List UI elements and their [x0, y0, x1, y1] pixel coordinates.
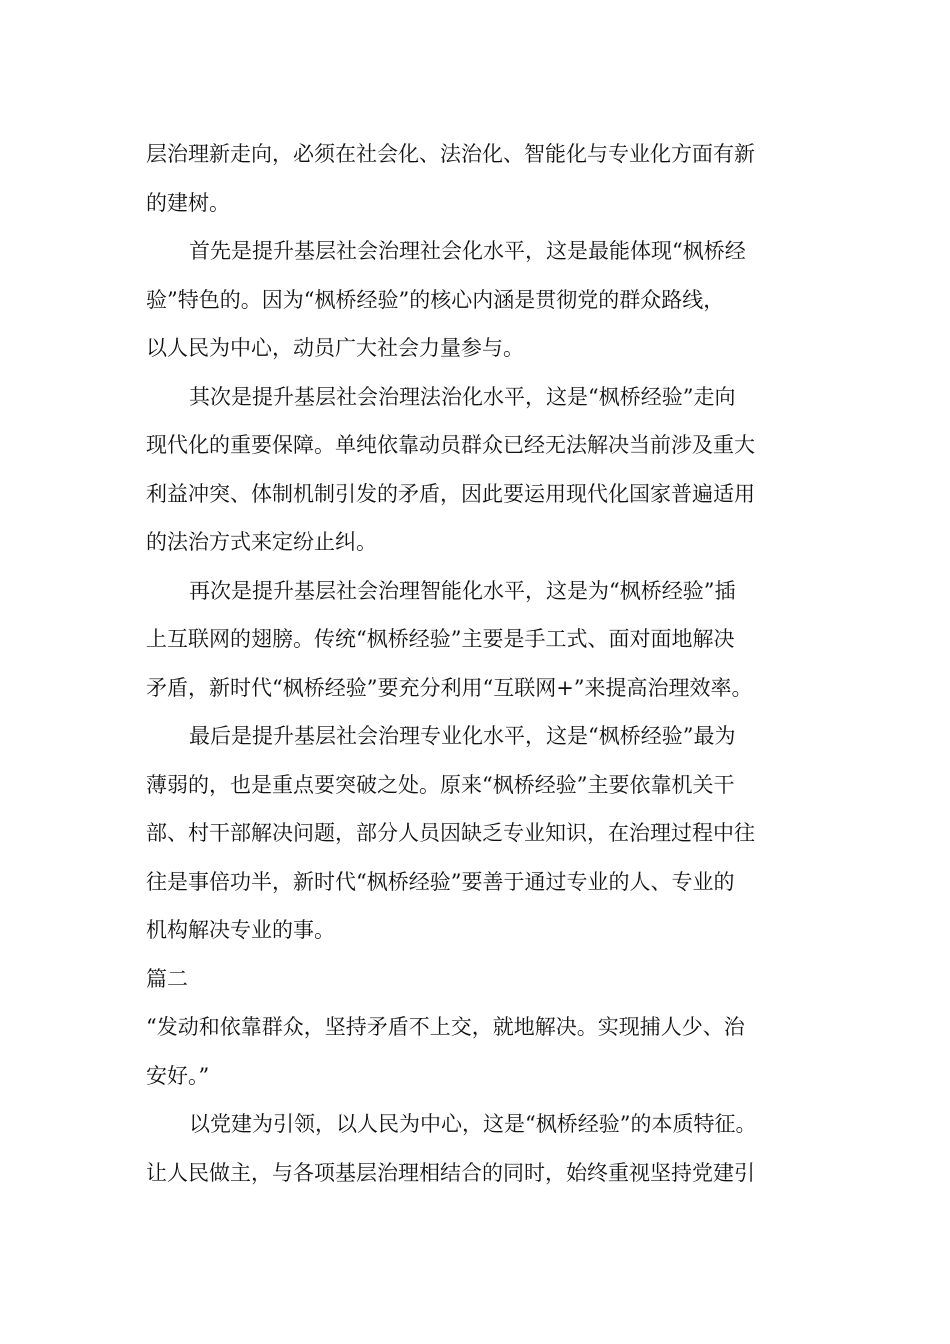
text-line: 矛盾，新时代“枫桥经验”要充分利用“互联网+”来提高治理效率。 — [146, 675, 753, 700]
quote-line: 安好。” — [146, 1063, 210, 1088]
text-line: 验”特色的。因为“枫桥经验”的核心内涵是贯彻党的群众路线， — [146, 287, 725, 312]
text-line: 层治理新走向，必须在社会化、法治化、智能化与专业化方面有新 — [146, 142, 755, 166]
text-line: 利益冲突、体制机制引发的矛盾，因此要运用现代化国家普遍适用 — [146, 481, 755, 506]
text-line: 部、村干部解决问题，部分人员因缺乏专业知识，在治理过程中往 — [146, 821, 755, 845]
document-body — [146, 130, 866, 1197]
quote-line: “发动和依靠群众，坚持矛盾不上交，就地解决。实现捕人少、治 — [146, 1015, 745, 1039]
text-line: 往是事倍功半，新时代“枫桥经验”要善于通过专业的人、专业的 — [146, 869, 735, 894]
text-line: 的建树。 — [146, 190, 230, 215]
text-line: 让人民做主，与各项基层治理相结合的同时，始终重视坚持党建引 — [146, 1160, 755, 1185]
text-line: 机构解决专业的事。 — [146, 918, 335, 942]
text-line: 现代化的重要保障。单纯依靠动员群众已经无法解决当前涉及重大 — [146, 433, 755, 457]
section-heading: 篇二 — [146, 966, 188, 991]
text-line: 以人民为中心，动员广大社会力量参与。 — [146, 336, 524, 360]
text-line: 薄弱的，也是重点要突破之处。原来“枫桥经验”主要依靠机关干 — [146, 772, 735, 797]
text-line: 首先是提升基层社会治理社会化水平，这是最能体现“枫桥经 — [189, 239, 746, 263]
text-line: 上互联网的翅膀。传统“枫桥经验”主要是手工式、面对面地解决 — [146, 627, 735, 651]
text-line: 其次是提升基层社会治理法治化水平，这是“枫桥经验”走向 — [189, 384, 736, 409]
text-line: 以党建为引领，以人民为中心，这是“枫桥经验”的本质特征。 — [189, 1112, 757, 1136]
text-line: 最后是提升基层社会治理专业化水平，这是“枫桥经验”最为 — [189, 724, 736, 748]
text-line: 再次是提升基层社会治理智能化水平，这是为“枫桥经验”插 — [189, 578, 736, 603]
text-line: 的法治方式来定纷止纠。 — [146, 530, 377, 554]
